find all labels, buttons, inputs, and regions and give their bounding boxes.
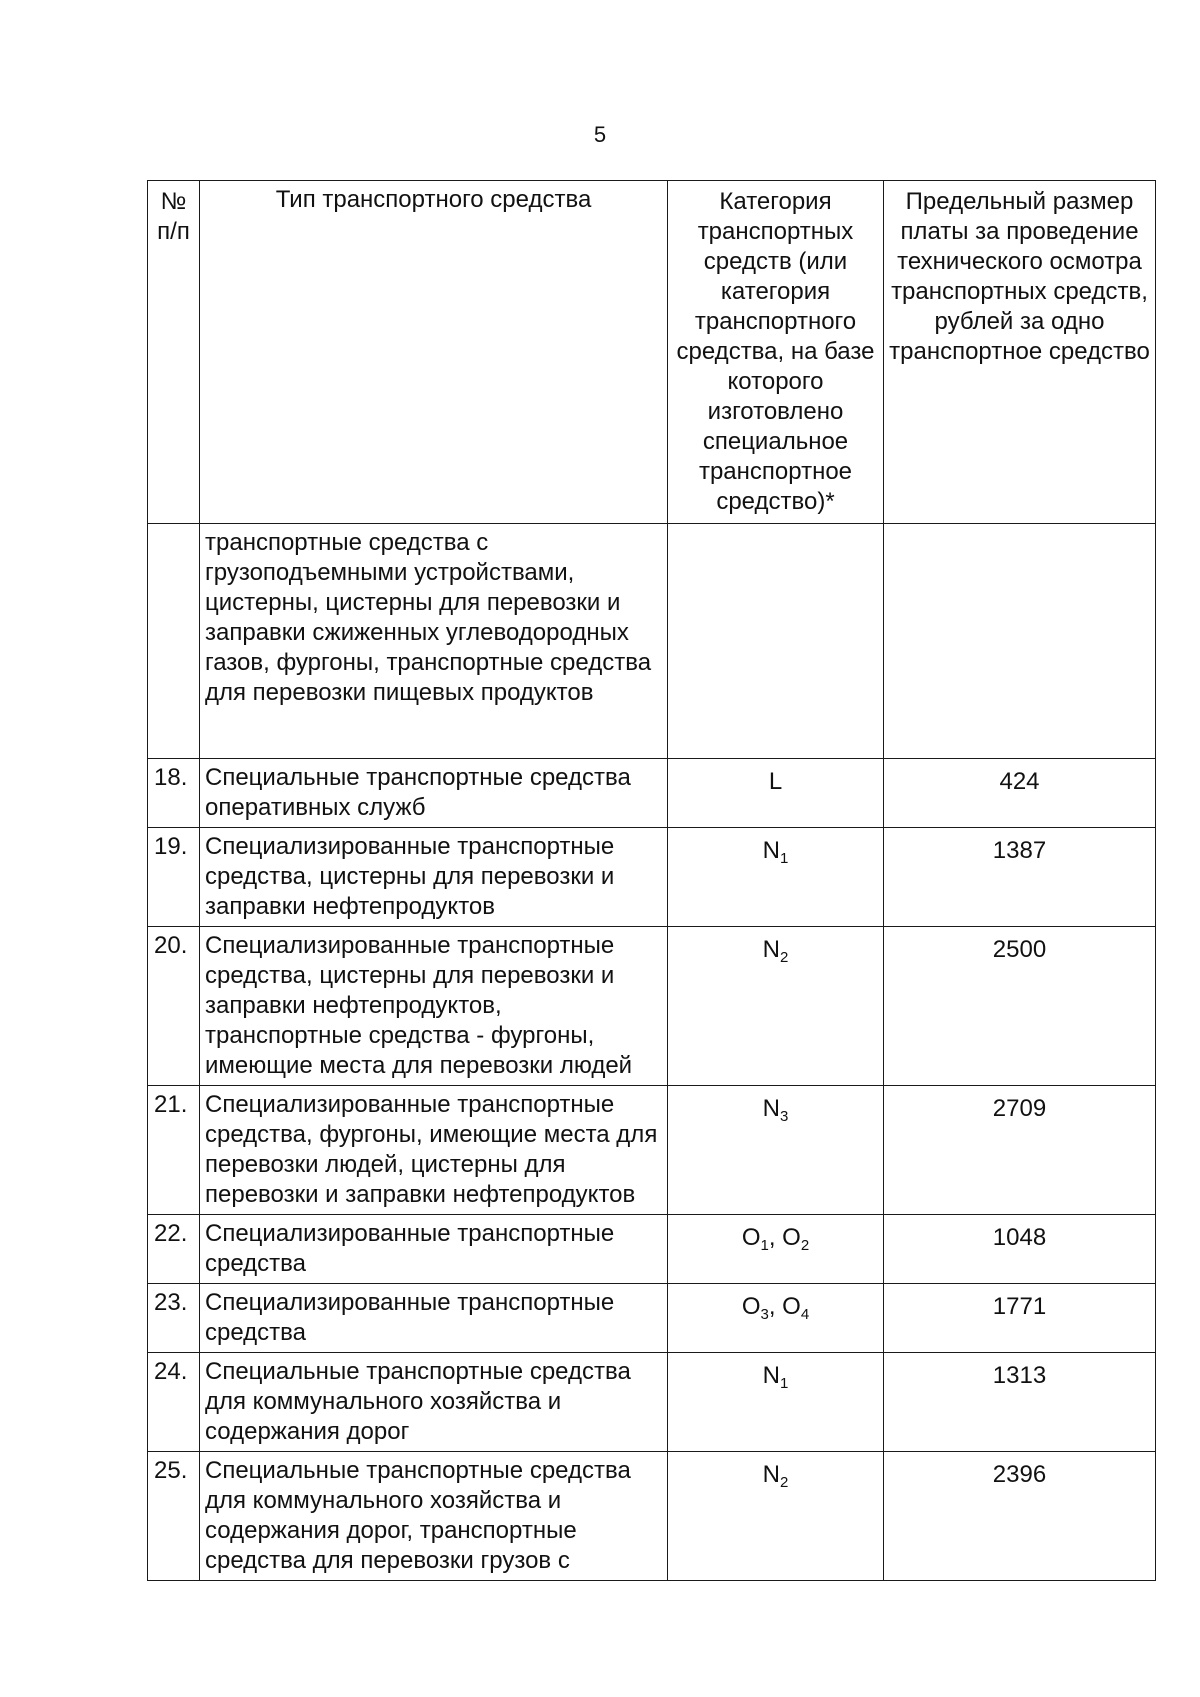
cell-type: Специализированные транспортные средства	[200, 1284, 668, 1353]
cell-category	[668, 828, 884, 927]
cell-type: транспортные средства с грузоподъемными устройствами, цистерны, цистерны для перевозки и заправки сжиженных углеводородных газов, фургоны, транспортные средства для перевозки пищевых продуктов	[200, 524, 668, 759]
cell-num: 23.	[148, 1284, 200, 1353]
cell-fee: 1771	[884, 1284, 1156, 1353]
table-row	[148, 1353, 1156, 1452]
cell-num	[148, 524, 200, 759]
cell-fee: 2396	[884, 1452, 1156, 1581]
header-fee: Предельный размер платы за проведение технического осмотра транспортных средств, рублей за одно транспортное средство	[884, 181, 1156, 524]
cell-num: 20.	[148, 927, 200, 1086]
category-code: O	[741, 1293, 761, 1320]
category-code: N	[762, 1362, 780, 1389]
cell-category	[668, 759, 884, 828]
category-code: O	[782, 1224, 801, 1251]
cell-fee: 1313	[884, 1353, 1156, 1452]
table-row	[148, 1215, 1156, 1284]
category-subscript: 2	[780, 949, 789, 966]
page-number: 5	[593, 122, 607, 147]
cell-category	[668, 1353, 884, 1452]
cell-fee: 2709	[884, 1086, 1156, 1215]
category-code: O	[782, 1293, 801, 1320]
header-category: Категория транспортных средств (или категория транспортного средства, на базе которого изготовлено специальное транспортное средство)*	[668, 181, 884, 524]
cell-type: Специализированные транспортные средства, фургоны, имеющие места для перевозки людей, цистерны для перевозки и заправки нефтепродуктов	[200, 1086, 668, 1215]
table-row	[148, 927, 1156, 1086]
category-subscript: 3	[780, 1108, 789, 1125]
cell-num: 24.	[148, 1353, 200, 1452]
cell-type: Специальные транспортные средства для коммунального хозяйства и содержания дорог, транспортные средства для перевозки грузов с	[200, 1452, 668, 1581]
cell-fee: 424	[884, 759, 1156, 828]
category-subscript: 1	[780, 1375, 789, 1392]
category-subscript: 2	[800, 1237, 810, 1254]
table-row	[148, 1086, 1156, 1215]
cell-num: 21.	[148, 1086, 200, 1215]
header-num: № п/п	[148, 181, 200, 524]
cell-fee	[884, 524, 1156, 759]
cell-num: 25.	[148, 1452, 200, 1581]
cell-num: 19.	[148, 828, 200, 927]
category-subscript: 1	[780, 850, 789, 867]
fee-table	[147, 180, 1156, 1581]
cell-fee: 1048	[884, 1215, 1156, 1284]
category-code: N	[762, 936, 780, 963]
cell-category	[668, 1452, 884, 1581]
category-code: O	[741, 1224, 761, 1251]
table-row-continuation	[148, 524, 1156, 759]
category-subscript: 1	[760, 1237, 769, 1254]
category-code: L	[768, 768, 783, 795]
table-body	[148, 524, 1156, 1581]
cell-category: $O_3$, $O_4$	[668, 1284, 884, 1353]
cell-category	[668, 524, 884, 759]
category-subscript: 2	[780, 1474, 789, 1491]
cell-category: $O_1$, $O_2$	[668, 1215, 884, 1284]
category-code: N	[762, 1461, 780, 1488]
category-subscript: 4	[800, 1306, 810, 1323]
cell-type: Специализированные транспортные средства, цистерны для перевозки и заправки нефтепродуктов, транспортные средства - фургоны, имеющие места для перевозки людей	[200, 927, 668, 1086]
table-row	[148, 1284, 1156, 1353]
cell-num: 18.	[148, 759, 200, 828]
category-code: N	[762, 1095, 780, 1122]
cell-category	[668, 927, 884, 1086]
cell-num: 22.	[148, 1215, 200, 1284]
table-row	[148, 828, 1156, 927]
cell-type: Специализированные транспортные средства	[200, 1215, 668, 1284]
category-subscript: 3	[760, 1306, 769, 1323]
cell-type: Специальные транспортные средства оперативных служб	[200, 759, 668, 828]
cell-fee: 2500	[884, 927, 1156, 1086]
table-header-row	[148, 181, 1156, 524]
cell-fee: 1387	[884, 828, 1156, 927]
cell-type: Специализированные транспортные средства, цистерны для перевозки и заправки нефтепродуктов	[200, 828, 668, 927]
table-row	[148, 759, 1156, 828]
category-code: N	[762, 837, 780, 864]
header-type: Тип транспортного средства	[200, 181, 668, 524]
cell-type: Специальные транспортные средства для коммунального хозяйства и содержания дорог	[200, 1353, 668, 1452]
cell-category	[668, 1086, 884, 1215]
table-row	[148, 1452, 1156, 1581]
